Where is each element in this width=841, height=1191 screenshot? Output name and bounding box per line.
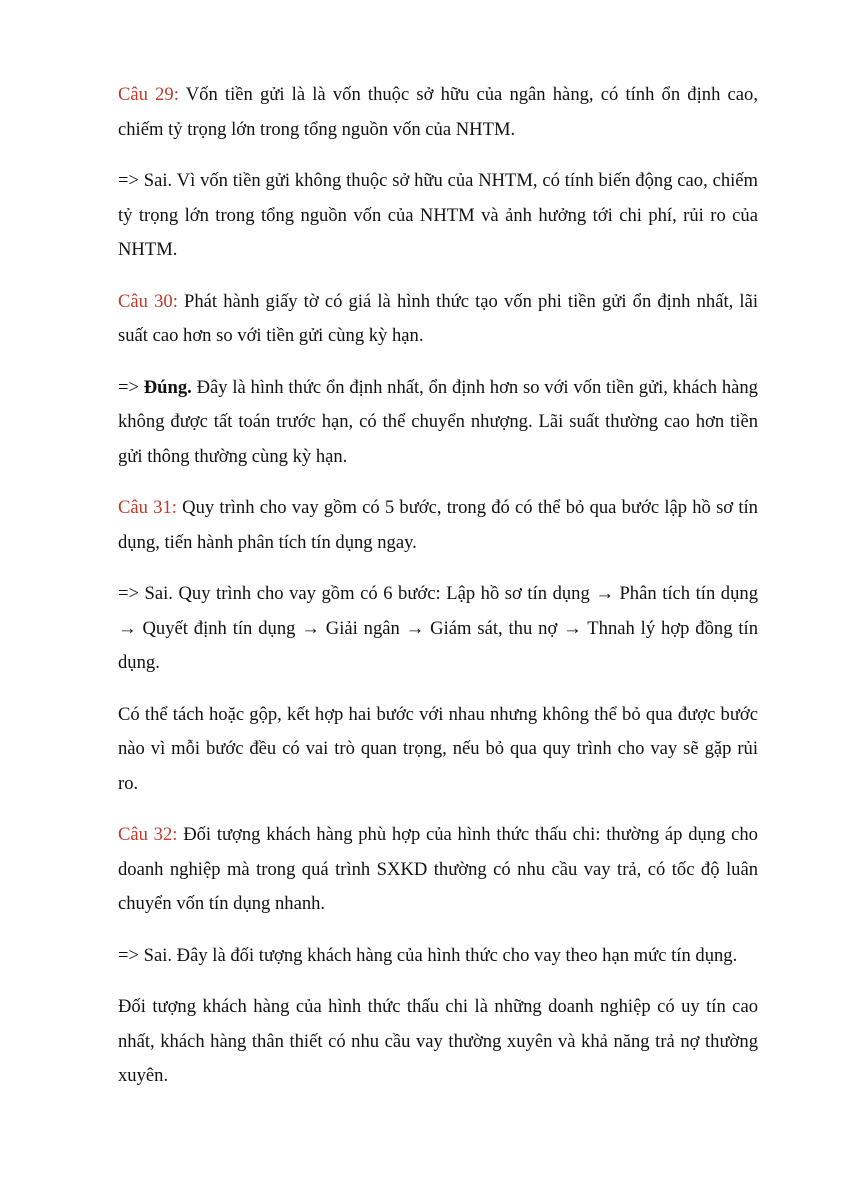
document-body xyxy=(118,78,758,1111)
answer-30-prefix: => xyxy=(118,376,144,398)
question-30 xyxy=(118,285,758,354)
question-31-label: Câu 31: xyxy=(118,497,177,518)
question-30-text: Phát hành giấy tờ có giá là hình thức tạo vốn phi tiền gửi ổn định nhất, lãi suất cao hơn so với tiền gửi cùng kỳ hạn. xyxy=(118,290,758,346)
question-29-label: Câu 29: xyxy=(118,84,179,105)
answer-32 xyxy=(118,939,758,974)
answer-30-verdict: Đúng. xyxy=(143,376,192,398)
answer-30-text: Đây là hình thức ổn định nhất, ổn định hơn so với vốn tiền gửi, khách hàng không được tất toán trước hạn, có thể chuyển nhượng. Lãi suất thường cao hơn tiền gửi thông thường cùng kỳ hạn. xyxy=(118,376,758,467)
question-32-text: Đối tượng khách hàng phù hợp của hình thức thấu chi: thường áp dụng cho doanh nghiệp mà trong quá trình SXKD thường có nhu cầu vay trả, có tốc độ luân chuyển vốn tín dụng nhanh. xyxy=(118,824,758,914)
question-31 xyxy=(118,491,758,560)
answer-29-text: => Sai. Vì vốn tiền gửi không thuộc sở hữu của NHTM, có tính biến động cao, chiếm tỷ trọng lớn trong tổng nguồn vốn của NHTM và ảnh hưởng tới chi phí, rủi ro của NHTM. xyxy=(118,170,758,260)
answer-29 xyxy=(118,164,758,268)
answer-31-extra-text: Có thể tách hoặc gộp, kết hợp hai bước với nhau nhưng không thể bỏ qua được bước nào vì mỗi bước đều có vai trò quan trọng, nếu bỏ qua quy trình cho vay sẽ gặp rủi ro. xyxy=(118,703,758,794)
question-32-label: Câu 32: xyxy=(118,824,178,845)
answer-32-extra xyxy=(118,990,758,1094)
answer-31 xyxy=(118,577,758,681)
question-29 xyxy=(118,78,758,147)
question-30-label: Câu 30: xyxy=(118,290,178,312)
answer-32-extra-text: Đối tượng khách hàng của hình thức thấu chi là những doanh nghiệp có uy tín cao nhất, khách hàng thân thiết có nhu cầu vay thường xuyên và khả năng trả nợ thường xuyên. xyxy=(118,996,758,1086)
question-29-text: Vốn tiền gửi là là vốn thuộc sở hữu của ngân hàng, có tính ổn định cao, chiếm tỷ trọng lớn trong tổng nguồn vốn của NHTM. xyxy=(118,84,758,140)
answer-31-text: => Sai. Quy trình cho vay gồm có 6 bước: Lập hồ sơ tín dụng → Phân tích tín dụng → Quyết định tín dụng → Giải ngân → Giám sát, thu nợ → Thnah lý hợp đồng tín dụng. xyxy=(118,583,758,673)
question-31-text: Quy trình cho vay gồm có 5 bước, trong đó có thể bỏ qua bước lập hồ sơ tín dụng, tiến hành phân tích tín dụng ngay. xyxy=(118,497,758,553)
question-32 xyxy=(118,818,758,922)
answer-31-extra xyxy=(118,698,758,802)
answer-32-text: => Sai. Đây là đối tượng khách hàng của hình thức cho vay theo hạn mức tín dụng. xyxy=(118,944,738,966)
answer-30 xyxy=(118,371,758,475)
